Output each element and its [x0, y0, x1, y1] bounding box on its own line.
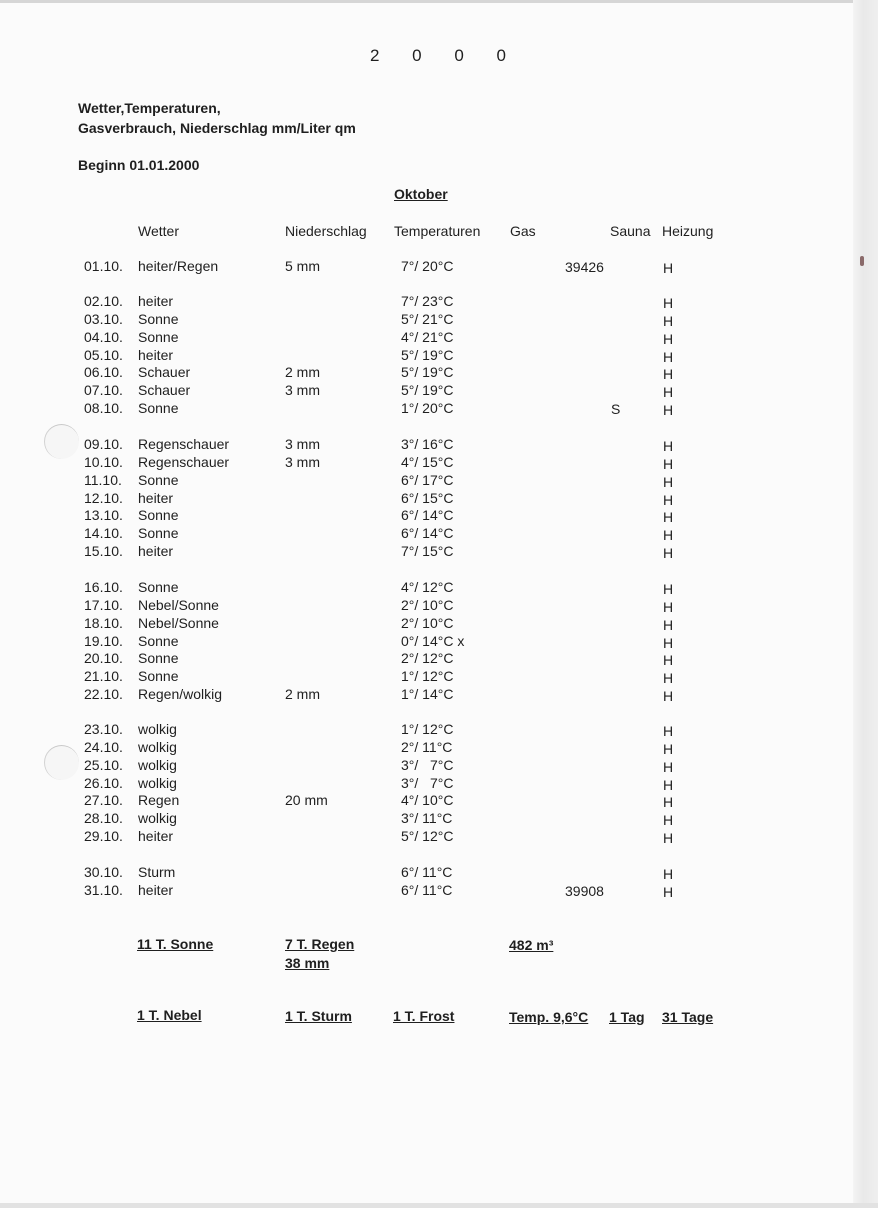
row-date: 18.10. — [84, 614, 123, 631]
row-date: 17.10. — [84, 596, 123, 613]
row-heizung: H — [663, 812, 674, 829]
table-row — [0, 364, 878, 382]
row-wetter: heiter — [138, 489, 174, 506]
row-date: 24.10. — [84, 738, 123, 755]
row-gas: 39908 — [565, 882, 604, 899]
table-row — [0, 329, 878, 347]
row-wetter: Sonne — [138, 310, 179, 327]
row-temperatur: 1°/ 12°C — [401, 668, 454, 685]
row-date: 31.10. — [84, 881, 123, 898]
row-niederschlag: 2 mm — [285, 364, 320, 381]
table-row — [0, 490, 878, 508]
row-wetter: heiter — [138, 543, 174, 560]
row-temperatur: 1°/ 14°C — [401, 686, 454, 703]
table-row — [0, 828, 878, 846]
row-heizung: H — [663, 509, 674, 526]
row-wetter: wolkig — [138, 721, 177, 737]
table-row — [0, 436, 878, 454]
row-date: 16.10. — [84, 579, 123, 595]
row-date: 12.10. — [84, 489, 123, 506]
row-wetter: Sonne — [138, 579, 179, 595]
row-heizung: H — [663, 438, 674, 454]
row-date: 09.10. — [84, 436, 123, 452]
row-temperatur: 6°/ 11°C — [401, 881, 453, 898]
row-temperatur: 2°/ 10°C — [401, 596, 454, 613]
row-temperatur: 6°/ 14°C — [401, 525, 454, 542]
row-heizung: H — [663, 491, 674, 508]
row-sauna: S — [611, 401, 621, 418]
row-date: 21.10. — [84, 668, 123, 685]
row-date: 13.10. — [84, 507, 123, 524]
scan-edge-bottom — [0, 1203, 878, 1208]
row-heizung: H — [663, 776, 674, 793]
summary-regen: 7 T. Regen — [285, 936, 355, 952]
row-wetter: heiter — [138, 881, 174, 898]
row-heizung: H — [663, 384, 674, 401]
row-temperatur: 3°/ 7°C — [401, 774, 454, 791]
row-wetter: Nebel/Sonne — [138, 614, 219, 631]
row-temperatur: 3°/ 7°C — [401, 756, 454, 773]
row-temperatur: 7°/ 20°C — [401, 258, 454, 274]
row-heizung: H — [663, 830, 674, 847]
row-heizung: H — [663, 581, 674, 597]
column-header-temperaturen: Temperaturen — [394, 223, 481, 239]
row-heizung: H — [663, 366, 674, 383]
table-row — [0, 311, 878, 329]
row-temperatur: 1°/ 12°C — [401, 721, 454, 737]
row-wetter: Schauer — [138, 364, 191, 381]
row-wetter: Regen — [138, 792, 180, 809]
row-temperatur: 3°/ 11°C — [401, 810, 453, 827]
row-temperatur: 6°/ 11°C — [401, 864, 453, 880]
row-temperatur: 5°/ 19°C — [401, 382, 454, 399]
row-wetter: wolkig — [138, 810, 177, 827]
summary-sturm: 1 T. Sturm — [285, 1008, 352, 1024]
row-heizung: H — [663, 473, 674, 490]
summary-tag: 1 Tag — [609, 1009, 645, 1025]
row-temperatur: 5°/ 12°C — [401, 828, 454, 845]
row-wetter: Sonne — [138, 328, 179, 345]
row-date: 26.10. — [84, 774, 123, 791]
row-niederschlag: 3 mm — [285, 382, 320, 399]
row-niederschlag: 2 mm — [285, 686, 320, 703]
row-wetter: heiter — [138, 828, 174, 845]
row-heizung: H — [663, 652, 674, 669]
table-row — [0, 810, 878, 828]
row-temperatur: 4°/ 12°C — [401, 579, 454, 595]
row-temperatur: 4°/ 10°C — [401, 792, 454, 809]
table-row — [0, 258, 878, 276]
row-heizung: H — [663, 634, 674, 651]
row-wetter: wolkig — [138, 774, 177, 791]
row-wetter: wolkig — [138, 738, 177, 755]
row-niederschlag: 5 mm — [285, 258, 320, 274]
row-temperatur: 5°/ 19°C — [401, 346, 454, 363]
row-date: 25.10. — [84, 756, 123, 773]
row-temperatur: 3°/ 16°C — [401, 436, 454, 452]
row-date: 14.10. — [84, 525, 123, 542]
table-row — [0, 633, 878, 651]
row-wetter: Nebel/Sonne — [138, 596, 219, 613]
row-heizung: H — [663, 402, 674, 419]
table-row — [0, 650, 878, 668]
row-date: 19.10. — [84, 632, 123, 649]
row-date: 10.10. — [84, 453, 123, 470]
table-row — [0, 615, 878, 633]
row-date: 02.10. — [84, 293, 123, 309]
row-heizung: H — [663, 260, 674, 276]
row-heizung: H — [663, 348, 674, 365]
row-gas: 39426 — [565, 259, 604, 275]
row-wetter: Regen/wolkig — [138, 686, 223, 703]
row-heizung: H — [663, 723, 674, 739]
table-row — [0, 347, 878, 365]
summary-temp: Temp. 9,6°C — [509, 1009, 589, 1025]
row-wetter: heiter/Regen — [138, 258, 219, 274]
row-niederschlag: 20 mm — [285, 792, 328, 809]
row-temperatur: 6°/ 14°C — [401, 507, 454, 524]
row-date: 04.10. — [84, 328, 123, 345]
table-row — [0, 472, 878, 490]
row-heizung: H — [663, 295, 674, 311]
row-heizung: H — [663, 616, 674, 633]
table-row — [0, 400, 878, 418]
column-header-heizung: Heizung — [662, 223, 714, 239]
row-heizung: H — [663, 598, 674, 615]
begin-date: Beginn 01.01.2000 — [78, 157, 200, 173]
row-date: 01.10. — [84, 258, 123, 274]
table-row — [0, 792, 878, 810]
summary-gas: 482 m³ — [509, 937, 554, 953]
row-date: 29.10. — [84, 828, 123, 845]
row-heizung: H — [663, 866, 674, 882]
row-wetter: Sonne — [138, 650, 179, 667]
summary-nebel: 1 T. Nebel — [137, 1007, 202, 1023]
table-row — [0, 668, 878, 686]
row-wetter: heiter — [138, 346, 174, 363]
row-heizung: H — [663, 794, 674, 811]
row-wetter: Sturm — [138, 864, 176, 880]
row-heizung: H — [663, 312, 674, 329]
row-date: 08.10. — [84, 400, 123, 417]
row-wetter: Regenschauer — [138, 453, 230, 470]
row-temperatur: 2°/ 11°C — [401, 738, 453, 755]
table-row — [0, 293, 878, 311]
table-row — [0, 882, 878, 900]
table-row — [0, 597, 878, 615]
table-row — [0, 721, 878, 739]
row-temperatur: 6°/ 15°C — [401, 489, 454, 506]
row-wetter: Sonne — [138, 400, 179, 417]
row-date: 03.10. — [84, 310, 123, 327]
row-heizung: H — [663, 330, 674, 347]
column-header-wetter: Wetter — [138, 223, 179, 239]
row-wetter: Sonne — [138, 632, 179, 649]
row-heizung: H — [663, 758, 674, 775]
summary-sonne: 11 T. Sonne — [137, 936, 214, 952]
row-wetter: Regenschauer — [138, 436, 230, 452]
row-heizung: H — [663, 688, 674, 705]
table-row — [0, 543, 878, 561]
row-heizung: H — [663, 527, 674, 544]
row-date: 22.10. — [84, 686, 123, 703]
row-heizung: H — [663, 545, 674, 562]
row-temperatur: 2°/ 12°C — [401, 650, 454, 667]
row-temperatur: 5°/ 21°C — [401, 310, 454, 327]
document-title-line1: Wetter,Temperaturen, — [78, 100, 221, 116]
row-date: 30.10. — [84, 864, 123, 880]
row-temperatur: 5°/ 19°C — [401, 364, 454, 381]
row-temperatur: 7°/ 15°C — [401, 543, 454, 560]
row-wetter: heiter — [138, 293, 174, 309]
table-row — [0, 775, 878, 793]
column-header-sauna: Sauna — [610, 223, 651, 239]
column-header-niederschlag: Niederschlag — [285, 223, 367, 239]
row-temperatur: 1°/ 20°C — [401, 400, 454, 417]
row-heizung: H — [663, 883, 674, 900]
row-wetter: Sonne — [138, 525, 179, 542]
row-date: 07.10. — [84, 382, 123, 399]
row-date: 05.10. — [84, 346, 123, 363]
row-temperatur: 7°/ 23°C — [401, 293, 454, 309]
row-wetter: Sonne — [138, 471, 179, 488]
document-title-line2: Gasverbrauch, Niederschlag mm/Liter qm — [78, 120, 356, 136]
table-row — [0, 864, 878, 882]
row-temperatur: 0°/ 14°C x — [401, 632, 465, 649]
table-row — [0, 579, 878, 597]
row-wetter: Sonne — [138, 668, 179, 685]
row-niederschlag: 3 mm — [285, 436, 320, 452]
summary-tage: 31 Tage — [662, 1009, 714, 1025]
row-temperatur: 4°/ 21°C — [401, 328, 454, 345]
month-heading: Oktober — [394, 186, 448, 202]
row-temperatur: 4°/ 15°C — [401, 453, 454, 470]
table-row — [0, 757, 878, 775]
table-row — [0, 739, 878, 757]
row-wetter: Schauer — [138, 382, 191, 399]
row-date: 23.10. — [84, 721, 123, 737]
row-date: 11.10. — [84, 471, 122, 488]
table-row — [0, 382, 878, 400]
row-wetter: Sonne — [138, 507, 179, 524]
row-date: 20.10. — [84, 650, 123, 667]
row-date: 15.10. — [84, 543, 123, 560]
table-row — [0, 686, 878, 704]
year-heading: 2 0 0 0 — [370, 46, 520, 65]
row-date: 28.10. — [84, 810, 123, 827]
row-niederschlag: 3 mm — [285, 453, 320, 470]
scan-edge-top — [0, 0, 878, 3]
row-date: 06.10. — [84, 364, 123, 381]
row-heizung: H — [663, 740, 674, 757]
row-heizung: H — [663, 670, 674, 687]
table-row — [0, 454, 878, 472]
table-row — [0, 507, 878, 525]
row-wetter: wolkig — [138, 756, 177, 773]
table-row — [0, 525, 878, 543]
summary-regen-mm: 38 mm — [285, 955, 330, 971]
row-date: 27.10. — [84, 792, 123, 809]
summary-frost: 1 T. Frost — [393, 1008, 455, 1024]
row-temperatur: 2°/ 10°C — [401, 614, 454, 631]
row-heizung: H — [663, 455, 674, 472]
row-temperatur: 6°/ 17°C — [401, 471, 454, 488]
column-header-gas: Gas — [510, 223, 536, 239]
